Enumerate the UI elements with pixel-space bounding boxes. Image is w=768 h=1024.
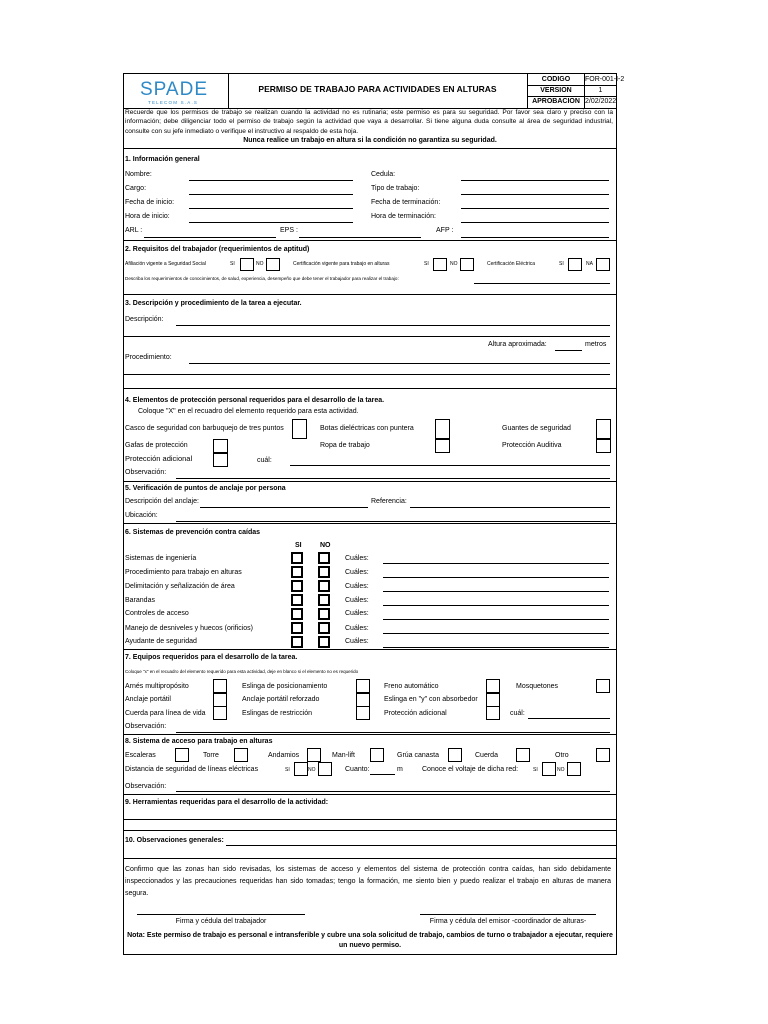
torre-checkbox[interactable] <box>234 748 248 762</box>
intro-text: Recuerde que los permisos de trabajo se realizan cuando la actividad no es rutinaria; este permiso es para su seguridad. Por favor sea claro y preciso con la información; debe diligenciar todo el permiso de trabajo según la actividad que vaya a desarrollar. Si tiene alguna duda consulte al área de seguridad industrial, consulte con su jefe inmediato o verifique el instructivo al respaldo de esta hoja. <box>125 109 613 135</box>
s6-row-label: Procedimiento para trabajo en alturas <box>125 569 242 576</box>
section-7-title: 7. Equipos requeridos para el desarrollo de la tarea. <box>125 654 298 661</box>
label-afiliacion-si: SI <box>230 261 235 267</box>
tipo-trabajo-field[interactable] <box>461 194 609 195</box>
eslingas-restriccion-checkbox[interactable] <box>356 706 370 720</box>
label-otro: Otro <box>555 752 569 759</box>
hora-terminacion-field[interactable] <box>461 222 609 223</box>
manlift-checkbox[interactable] <box>370 748 384 762</box>
s6-no-header: NO <box>320 542 331 549</box>
label-anclaje: Anclaje portátil <box>125 696 171 703</box>
label-observacion-4: Observación: <box>125 469 167 476</box>
section-6-title: 6. Sistemas de prevención contra caídas <box>125 529 261 536</box>
meta-label-aprobacion: APROBACION <box>532 98 580 105</box>
s6-si-header: SI <box>295 542 302 549</box>
s6-si-checkbox[interactable] <box>291 580 303 592</box>
eslinga-y-checkbox[interactable] <box>486 693 500 707</box>
cual-7-field[interactable] <box>528 718 610 719</box>
s6-cuales-field[interactable] <box>383 577 609 578</box>
afp-field[interactable] <box>461 237 609 238</box>
describa-field-1[interactable] <box>474 283 610 284</box>
section-8-title: 8. Sistema de acceso para trabajo en alturas <box>125 738 273 745</box>
s6-cuales-label: Cuáles: <box>345 597 369 604</box>
ubicacion-field[interactable] <box>176 521 610 522</box>
label-nombre: Nombre: <box>125 171 152 178</box>
label-ubicacion: Ubicación: <box>125 512 158 519</box>
label-cual: cuál: <box>257 457 272 464</box>
label-referencia: Referencia: <box>371 498 407 505</box>
observacion-4-field[interactable] <box>176 478 610 479</box>
label-mosquetones: Mosquetones <box>516 683 559 690</box>
anclaje-checkbox[interactable] <box>213 693 227 707</box>
cuerda-acceso-checkbox[interactable] <box>516 748 530 762</box>
label-observacion-7: Observación: <box>125 723 167 730</box>
label-gafas: Gafas de protección <box>125 442 188 449</box>
label-voltaje-si: SI <box>533 767 538 773</box>
s6-si-checkbox[interactable] <box>291 608 303 620</box>
label-altura: Altura aproximada: <box>488 341 547 348</box>
worker-signature-line[interactable] <box>137 914 305 915</box>
descripcion-field-2[interactable] <box>124 336 610 337</box>
label-distancia-no: NO <box>308 767 316 773</box>
form-title: PERMISO DE TRABAJO PARA ACTIVIDADES EN ALTURAS <box>258 84 497 94</box>
cedula-field[interactable] <box>461 180 609 181</box>
afiliacion-si-checkbox[interactable] <box>240 258 254 271</box>
section-4-subtitle: Coloque "X" en el recuadro del elemento requerido para esta actividad. <box>138 408 359 415</box>
section-1-title: 1. Información general <box>125 156 200 163</box>
guantes-checkbox[interactable] <box>596 419 611 439</box>
meta-value-codigo: FOR-001-I-2 <box>585 76 625 83</box>
label-auditiva: Protección Auditiva <box>502 442 562 449</box>
procedimiento-field-3[interactable] <box>124 388 616 389</box>
cargo-field[interactable] <box>189 194 353 195</box>
s6-no-checkbox[interactable] <box>318 608 330 620</box>
label-andamios: Andamios <box>268 752 300 759</box>
label-certificacion-si: SI <box>424 261 429 267</box>
label-cuanto: Cuanto: <box>345 766 370 773</box>
label-anclaje-reforzado: Anclaje portátil reforzado <box>242 696 320 703</box>
eps-field[interactable] <box>299 237 421 238</box>
referencia-field[interactable] <box>410 507 610 508</box>
label-distancia: Distancia de seguridad de líneas eléctricas <box>125 766 259 773</box>
form-frame <box>123 73 625 955</box>
voltaje-si-checkbox[interactable] <box>542 762 556 776</box>
label-torre: Torre <box>203 752 219 759</box>
certificacion-no-checkbox[interactable] <box>460 258 474 271</box>
company-logo: SPADE <box>140 79 209 100</box>
observaciones-generales-field-1[interactable] <box>226 845 616 846</box>
s6-si-checkbox[interactable] <box>291 594 303 606</box>
andamios-checkbox[interactable] <box>307 748 321 762</box>
meta-label-version: VERSION <box>540 87 572 94</box>
label-conoce-voltaje: Conoce el voltaje de dicha red: <box>422 766 519 773</box>
s6-si-checkbox[interactable] <box>291 566 303 578</box>
label-arl: ARL : <box>125 227 143 234</box>
s6-cuales-field[interactable] <box>383 591 609 592</box>
s6-cuales-field[interactable] <box>383 633 609 634</box>
gafas-checkbox[interactable] <box>213 439 228 453</box>
s6-cuales-label: Cuáles: <box>345 555 369 562</box>
arl-field[interactable] <box>144 237 276 238</box>
observacion-7-field[interactable] <box>176 732 610 733</box>
describa-field-2[interactable] <box>124 294 616 295</box>
label-electrico: Certificación Eléctrica <box>487 261 536 267</box>
label-guantes: Guantes de seguridad <box>502 425 571 432</box>
s6-row-label: Delimitación y señalización de área <box>125 583 235 590</box>
label-distancia-si: SI <box>285 767 290 773</box>
descripcion-field-1[interactable] <box>176 325 610 326</box>
section-5-title: 5. Verificación de puntos de anclaje por persona <box>125 485 286 492</box>
label-afiliacion: Afiliación vigente a Seguridad Social <box>125 261 206 267</box>
s6-cuales-label: Cuáles: <box>345 638 369 645</box>
descripcion-anclaje-field[interactable] <box>200 507 368 508</box>
label-descripcion-anclaje: Descripción del anclaje: <box>125 498 199 505</box>
label-eslingas-restriccion: Eslingas de restricción <box>242 710 313 717</box>
s6-row-label: Sistemas de ingeniería <box>125 555 197 562</box>
label-cuerda-acceso: Cuerda <box>475 752 498 759</box>
distancia-si-checkbox[interactable] <box>294 762 308 776</box>
section-10-title: 10. Observaciones generales: <box>125 837 224 844</box>
hora-inicio-field[interactable] <box>189 222 353 223</box>
certificacion-si-checkbox[interactable] <box>433 258 447 271</box>
meta-label-codigo: CODIGO <box>541 76 571 83</box>
cuerda-linea-checkbox[interactable] <box>213 706 227 720</box>
s6-row-label: Controles de acceso <box>125 610 189 617</box>
label-metros: metros <box>585 341 607 348</box>
s6-cuales-label: Cuáles: <box>345 625 369 632</box>
label-electrico-si: SI <box>559 261 564 267</box>
label-certificacion-no: NO <box>450 261 458 267</box>
meta-value-version: 1 <box>598 87 603 94</box>
label-freno: Freno automático <box>384 683 439 690</box>
label-fecha-inicio: Fecha de inicio: <box>125 199 175 206</box>
s6-cuales-label: Cuáles: <box>345 610 369 617</box>
label-procedimiento: Procedimiento: <box>125 354 172 361</box>
label-voltaje-no: NO <box>557 767 565 773</box>
label-botas: Botas dieléctricas con puntera <box>320 425 414 432</box>
afiliacion-no-checkbox[interactable] <box>266 258 280 271</box>
label-tipo-trabajo: Tipo de trabajo: <box>371 185 420 192</box>
label-electrico-na: NA <box>586 261 593 267</box>
worker-signature-label: Firma y cédula del trabajador <box>175 918 267 925</box>
label-cuerda-linea: Cuerda para línea de vida <box>125 710 206 717</box>
observaciones-generales-field-2[interactable] <box>124 858 616 859</box>
label-eslinga-posicionamiento: Eslinga de posicionamiento <box>242 683 328 690</box>
footer-note-text: Nota: Este permiso de trabajo es personal e intransferible y cubre una sola solicitud de trabajo, cambios de turno o trabajador a ejecutar, requiere un nuevo permiso. <box>127 932 613 949</box>
emitter-signature-line[interactable] <box>420 914 596 915</box>
fecha-inicio-field[interactable] <box>189 208 353 209</box>
emitter-signature-label: Firma y cédula del emisor -coordinador de alturas- <box>429 918 587 925</box>
label-grua: Grúa canasta <box>397 752 440 759</box>
s6-cuales-label: Cuáles: <box>345 569 369 576</box>
confirmation-text: Confirmo que las zonas han sido revisadas, los sistemas de acceso y elementos del sistema de protección contra caídas, han sido debidamente inspeccionados y las precauciones requeridas han sido tomadas; tengo la formación, me siento bien y puedo realizar el trabajo en alturas de manera segura. <box>125 866 611 897</box>
safety-warning: Nunca realice un trabajo en altura si la condición no garantiza su seguridad. <box>243 137 497 144</box>
label-hora-terminacion: Hora de terminación: <box>371 213 436 220</box>
section-7-subtitle: Coloque "x" en el recuadro del elemento requerido para esta actividad, deje en blanco si el elemento no es requerido <box>125 669 359 674</box>
s6-no-checkbox[interactable] <box>318 636 330 648</box>
label-manlift: Man-lift <box>332 752 355 759</box>
label-proteccion-adicional: Protección adicional <box>125 454 193 463</box>
section-9-title: 9. Herramientas requeridas para el desarrollo de la actividad: <box>125 799 329 806</box>
s6-row-label: Ayudante de seguridad <box>125 638 197 645</box>
altura-field[interactable] <box>555 350 582 351</box>
procedimiento-field-2[interactable] <box>124 374 610 375</box>
label-escaleras: Escaleras <box>125 752 156 759</box>
anclaje-reforzado-checkbox[interactable] <box>356 693 370 707</box>
label-descripcion: Descripción: <box>125 316 164 323</box>
s6-si-checkbox[interactable] <box>291 636 303 648</box>
label-cual-7: cuál: <box>510 710 525 717</box>
electrico-si-checkbox[interactable] <box>568 258 582 271</box>
s6-cuales-field[interactable] <box>383 647 609 648</box>
s6-no-checkbox[interactable] <box>318 580 330 592</box>
footer-note <box>124 931 616 949</box>
label-cargo: Cargo: <box>125 185 147 192</box>
company-logo-subtitle: TELECOM S.A.S <box>148 100 199 105</box>
label-arnes: Arnés multipropósito <box>125 683 189 690</box>
label-afp: AFP : <box>436 227 454 234</box>
label-eps: EPS : <box>280 227 298 234</box>
fecha-terminacion-field[interactable] <box>461 208 609 209</box>
s6-si-checkbox[interactable] <box>291 622 303 634</box>
proteccion-adicional-checkbox[interactable] <box>213 453 228 467</box>
ropa-checkbox[interactable] <box>435 439 450 453</box>
section-3-title: 3. Descripción y procedimiento de la tarea a ejecutar. <box>125 300 302 307</box>
mosquetones-checkbox[interactable] <box>596 679 610 693</box>
section-2-title: 2. Requisitos del trabajador (requerimientos de aptitud) <box>125 246 310 253</box>
casco-checkbox[interactable] <box>292 419 307 439</box>
grua-checkbox[interactable] <box>448 748 462 762</box>
s6-cuales-field[interactable] <box>383 605 609 606</box>
nombre-field[interactable] <box>189 180 353 181</box>
s6-row-label: Manejo de desniveles y huecos (orificios) <box>125 625 254 632</box>
s6-cuales-label: Cuáles: <box>345 583 369 590</box>
electrico-na-checkbox[interactable] <box>596 258 610 271</box>
cuanto-field[interactable] <box>370 774 395 775</box>
section-4-title: 4. Elementos de protección personal requeridos para el desarrollo de la tarea. <box>125 397 385 404</box>
distancia-no-checkbox[interactable] <box>318 762 332 776</box>
escaleras-checkbox[interactable] <box>175 748 189 762</box>
label-metros-8: m <box>397 766 403 773</box>
label-casco: Casco de seguridad con barbuquejo de tres puntos <box>125 425 284 432</box>
s6-no-checkbox[interactable] <box>318 622 330 634</box>
label-ropa: Ropa de trabajo <box>320 442 370 449</box>
s6-no-checkbox[interactable] <box>318 566 330 578</box>
s6-row-label: Barandas <box>125 597 155 604</box>
auditiva-checkbox[interactable] <box>596 439 611 453</box>
label-certificacion: Certificación vigente para trabajo en alturas <box>293 261 390 267</box>
cual-field[interactable] <box>290 465 610 466</box>
s6-cuales-field[interactable] <box>383 563 609 564</box>
s6-cuales-field[interactable] <box>383 619 609 620</box>
label-proteccion-adicional-7: Protección adicional <box>384 710 447 717</box>
label-hora-inicio: Hora de inicio: <box>125 213 170 220</box>
label-fecha-terminacion: Fecha de terminación: <box>371 199 441 206</box>
label-afiliacion-no: NO <box>256 261 264 267</box>
s6-no-checkbox[interactable] <box>318 552 330 564</box>
label-describa: Describa los requerimientos de conocimientos, de salud, experiencia, desempeño que debe tener el trabajador para realizar el trabajo: <box>125 276 399 281</box>
proteccion-adicional-7-checkbox[interactable] <box>486 706 500 720</box>
otro-checkbox[interactable] <box>596 748 610 762</box>
botas-checkbox[interactable] <box>435 419 450 439</box>
meta-value-aprobacion: 2/02/2022 <box>585 98 617 105</box>
eslinga-posicionamiento-checkbox[interactable] <box>356 679 370 693</box>
s6-no-checkbox[interactable] <box>318 594 330 606</box>
observacion-8-field[interactable] <box>176 791 610 792</box>
arnes-checkbox[interactable] <box>213 679 227 693</box>
freno-checkbox[interactable] <box>486 679 500 693</box>
s6-si-checkbox[interactable] <box>291 552 303 564</box>
label-eslinga-y: Eslinga en "y" con absorbedor <box>384 696 478 703</box>
procedimiento-field-1[interactable] <box>189 363 610 364</box>
label-cedula: Cedula: <box>371 171 396 178</box>
herramientas-field-1[interactable] <box>124 819 616 820</box>
voltaje-no-checkbox[interactable] <box>567 762 581 776</box>
label-observacion-8: Observación: <box>125 783 167 790</box>
meta-table <box>527 74 625 108</box>
